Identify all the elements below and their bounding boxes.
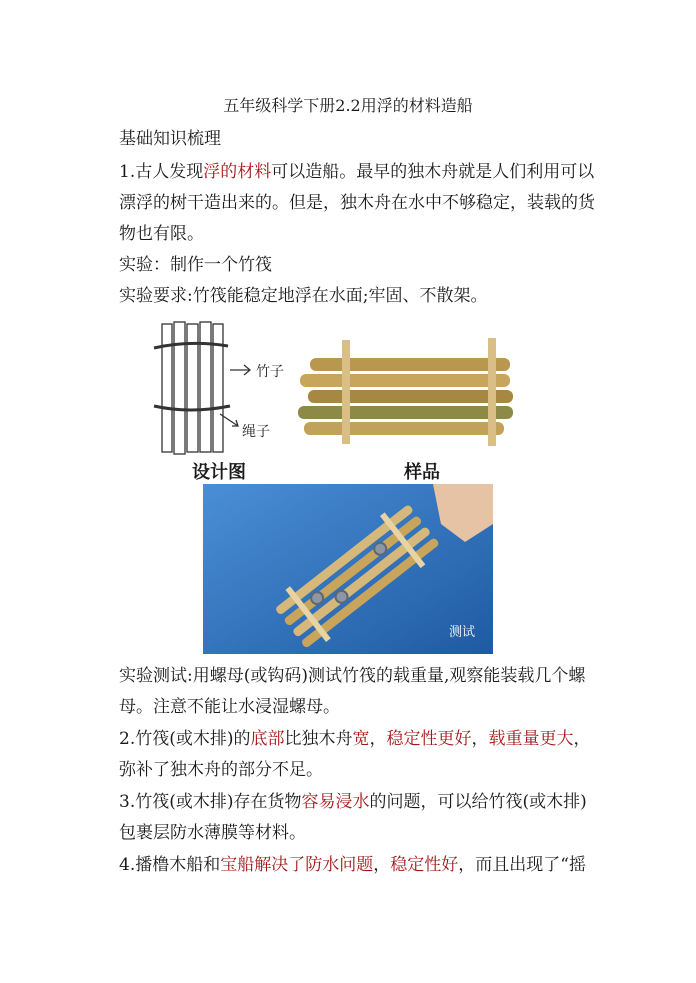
test-photo (203, 484, 493, 654)
highlight-run: 宝船解决了防水问题 (220, 855, 374, 875)
paragraph-1-line-2: 漂浮的树干造出来的。但是，独木舟在水中不够稳定，装载的货 (119, 193, 595, 213)
text-run: ， (369, 729, 387, 749)
paragraph-3-line-1 (119, 790, 587, 814)
highlight-run: 浮的材料 (203, 162, 272, 182)
label-bamboo: 竹子 (256, 364, 284, 380)
bamboo-poles (298, 358, 513, 435)
highlight-run: 稳定性更好 (386, 729, 472, 749)
sample-photo (290, 330, 540, 450)
cross-stick (488, 338, 496, 446)
text-run: 可以造船。最早的独木舟就是人们利用可以 (271, 162, 595, 182)
sketch-bamboo (200, 322, 211, 452)
label-rope: 绳子 (242, 424, 270, 440)
text-run: 3.竹筏(或木排)存在货物 (119, 792, 302, 812)
highlight-run: 底部 (250, 729, 285, 749)
experiment-heading: 实验：制作一个竹筏 (119, 255, 272, 275)
text-run: ， (471, 729, 489, 749)
design-sketch (150, 318, 300, 458)
cross-stick (342, 340, 350, 444)
text-run: 4.播橹木船和 (119, 855, 221, 875)
sketch-bamboo (174, 322, 185, 454)
paragraph-2-line-2: 弥补了独木舟的部分不足。 (119, 760, 323, 780)
sample-caption: 样品 (404, 462, 440, 483)
paragraph-2-line-1 (119, 727, 590, 751)
sketch-bamboo (162, 324, 172, 452)
test-line-2: 母。注意不能让水浸湿螺母。 (119, 697, 340, 717)
highlight-run: 宽 (352, 729, 370, 749)
test-line-1: 实验测试:用螺母(或钩码)测试竹筏的载重量,观察能装载几个螺 (119, 666, 586, 686)
text-run: ， (573, 729, 591, 749)
test-label: 测试 (449, 625, 476, 640)
section-heading: 基础知识梳理 (119, 129, 221, 149)
experiment-requirement: 实验要求:竹筏能稳定地浮在水面;牢固、不散架。 (119, 286, 488, 306)
paragraph-1-line-1 (119, 160, 594, 184)
design-caption: 设计图 (192, 462, 246, 483)
text-run: ， (373, 855, 391, 875)
sketch-rope (154, 406, 230, 410)
text-run: 比独木舟 (284, 729, 353, 749)
text-run: ，而且出现了“摇 (458, 855, 586, 875)
highlight-run: 稳定性好 (390, 855, 459, 875)
highlight-run: 载重量更大 (488, 729, 574, 749)
paragraph-3-line-2: 包裹层防水薄膜等材料。 (119, 823, 306, 843)
page-title: 五年级科学下册2.2用浮的材料造船 (223, 96, 473, 115)
highlight-run: 容易浸水 (301, 792, 370, 812)
text-run: 的问题，可以给竹筏(或木排) (369, 792, 587, 812)
paragraph-1-line-3: 物也有限。 (119, 224, 204, 244)
text-run: 2.竹筏(或木排)的 (119, 729, 251, 749)
sketch-rope (154, 343, 228, 348)
text-run: 1.古人发现 (119, 162, 204, 182)
paragraph-4-line-1 (119, 853, 586, 877)
